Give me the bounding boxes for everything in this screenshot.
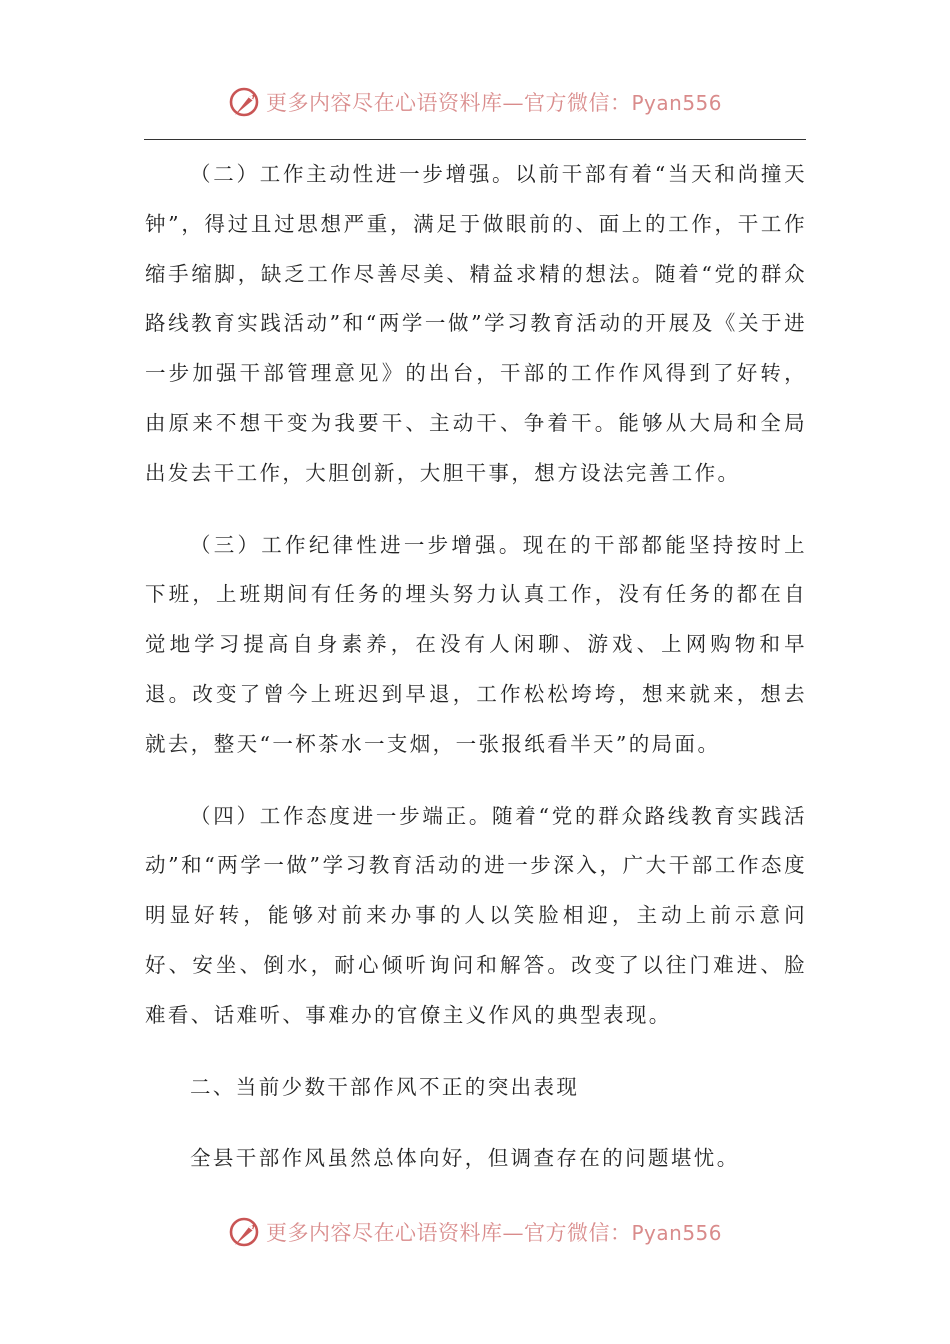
pen-nib-logo-icon [228, 1215, 262, 1249]
paragraph-summary: 全县干部作风虽然总体向好，但调查存在的问题堪忧。 [190, 1146, 740, 1171]
paragraph-work-initiative: （二）工作主动性进一步增强。以前干部有着“当天和尚撞天钟”，得过且过思想严重，满足于做眼前的、面上的工作，干工作缩手缩脚，缺乏工作尽善尽美、精益求精的想法。随着“党的群众路线教育实践活动”和“两学一做”学习教育活动的开展及《关于进一步加强干部管理意见》的出台，干部的工作作风得到了好转，由原来不想干变为我要干、主动干、争着干。能够从大局和全局出发去干工作，大胆创新，大胆干事，想方设法完善工作。 [145, 162, 807, 485]
header-banner [0, 82, 950, 122]
header-wechat-id: Pyan556 [631, 91, 722, 115]
paragraph-work-attitude: （四）工作态度进一步端正。随着“党的群众路线教育实践活动”和“两学一做”学习教育活动的进一步深入，广大干部工作态度明显好转，能够对前来办事的人以笑脸相迎，主动上前示意问好、安坐、倒水，耐心倾听询问和解答。改变了以往门难进、脸难看、话难听、事难办的官僚主义作风的典型表现。 [145, 803, 807, 1027]
footer-banner [0, 1212, 950, 1252]
paragraph-work-discipline: （三）工作纪律性进一步增强。现在的干部都能坚持按时上下班，上班期间有任务的埋头努力认真工作，没有任务的都在自觉地学习提高自身素养，在没有人闲聊、游戏、上网购物和早退。改变了曾今上班迟到早退，工作松松垮垮，想来就来，想去就去，整天“一杯茶水一支烟，一张报纸看半天”的局面。 [145, 532, 807, 756]
document-body [145, 150, 807, 1184]
header-divider [144, 139, 806, 140]
header-banner-text: 更多内容尽在心语资料库—官方微信：Pyan556 [265, 91, 722, 115]
footer-wechat-id: Pyan556 [631, 1221, 722, 1245]
section-heading: 二、当前少数干部作风不正的突出表现 [190, 1074, 580, 1099]
footer-banner-text: 更多内容尽在心语资料库—官方微信：Pyan556 [265, 1221, 722, 1245]
pen-nib-logo-icon [228, 85, 262, 119]
